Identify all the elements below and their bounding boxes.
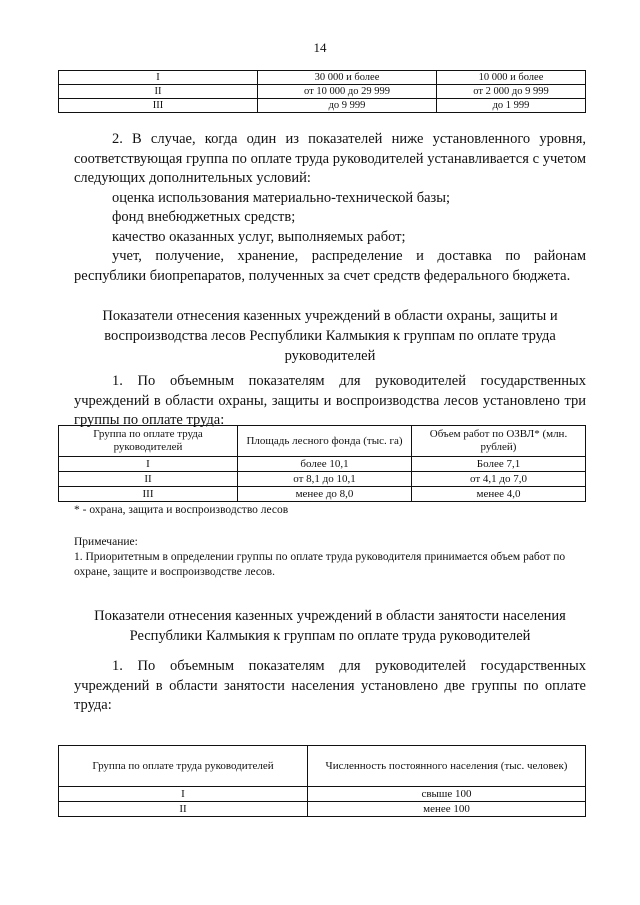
- table-header-cell: Группа по оплате труда руководителей: [59, 746, 308, 787]
- condition-item: оценка использования материально-технической базы;: [112, 189, 451, 206]
- note-title: Примечание:: [74, 536, 138, 548]
- table-header-cell: Площадь лесного фонда (тыс. га): [238, 426, 412, 457]
- table-cell: I: [59, 71, 258, 85]
- page-number: 14: [313, 40, 327, 55]
- employment-heading: Показатели отнесения казенных учреждений в области занятости населения Республики Калмыкия к группам по оплате труда руководителей: [94, 608, 566, 644]
- table-cell: менее 4,0: [412, 487, 586, 502]
- table-header-cell: Группа по оплате труда руководителей: [59, 426, 238, 457]
- table-row: [59, 487, 586, 502]
- employment-paragraph: [74, 657, 586, 716]
- table-row: [59, 85, 586, 99]
- table-cell: от 2 000 до 9 999: [437, 85, 586, 99]
- employment-paragraph-text: 1. По объемным показателям для руководителей государственных учреждений в области занятости населения установлено две группы по оплате труда:: [74, 658, 586, 713]
- employment-table: [58, 745, 586, 817]
- table-cell: 10 000 и более: [437, 71, 586, 85]
- table-header-row: [59, 426, 586, 457]
- table-cell: I: [59, 457, 238, 472]
- top-table: [58, 70, 586, 113]
- table-cell: III: [59, 99, 258, 113]
- table-cell: менее до 8,0: [238, 487, 412, 502]
- table-cell: более 10,1: [238, 457, 412, 472]
- condition-item: фонд внебюджетных средств;: [112, 209, 296, 225]
- table-row: [59, 457, 586, 472]
- forest-paragraph: [74, 372, 586, 431]
- section-2-intro: 2. В случае, когда один из показателей ниже установленного уровня, соответствующая группа по оплате труда руководителей устанавливается с учетом следующих дополнительных условий:: [74, 131, 586, 186]
- forest-heading: Показатели отнесения казенных учреждений в области охраны, защиты и воспроизводства лесов Республики Калмыкия к группам по оплате труда руководителей: [102, 308, 558, 364]
- table-cell: от 8,1 до 10,1: [238, 472, 412, 487]
- section-2-text: [74, 130, 586, 286]
- forest-footnote: * - охрана, защита и воспроизводство лесов: [74, 504, 289, 516]
- forest-note: [74, 535, 586, 580]
- table-cell: от 4,1 до 7,0: [412, 472, 586, 487]
- table-cell: III: [59, 487, 238, 502]
- table-cell: до 9 999: [258, 99, 437, 113]
- condition-item: учет, получение, хранение, распределение и доставка по районам республики биопрепаратов, полученных за счет средств федерального бюджета.: [74, 248, 586, 284]
- table-cell: II: [59, 85, 258, 99]
- table-cell: I: [59, 787, 308, 802]
- note-text: 1. Приоритетным в определении группы по оплате труда руководителя принимается объем работ по охране, защите и воспроизводстве лесов.: [74, 551, 566, 578]
- table-row: [59, 472, 586, 487]
- table-header-cell: Численность постоянного населения (тыс. человек): [308, 746, 586, 787]
- table-cell: от 10 000 до 29 999: [258, 85, 437, 99]
- table-cell: до 1 999: [437, 99, 586, 113]
- condition-item: качество оказанных услуг, выполняемых работ;: [112, 228, 406, 245]
- table-header-cell: Объем работ по ОЗВЛ* (млн. рублей): [412, 426, 586, 457]
- table-cell: менее 100: [308, 802, 586, 817]
- table-cell: свыше 100: [308, 787, 586, 802]
- forest-paragraph-text: 1. По объемным показателям для руководителей государственных учреждений в области охраны, защиты и воспроизводства лесов установлено три группы по оплате труда:: [74, 373, 586, 428]
- forest-table: [58, 425, 586, 502]
- table-row: [59, 787, 586, 802]
- table-cell: II: [59, 802, 308, 817]
- table-row: [59, 71, 586, 85]
- table-cell: 30 000 и более: [258, 71, 437, 85]
- table-cell: II: [59, 472, 238, 487]
- table-row: [59, 802, 586, 817]
- table-row: [59, 99, 586, 113]
- table-cell: Более 7,1: [412, 457, 586, 472]
- table-header-row: [59, 746, 586, 787]
